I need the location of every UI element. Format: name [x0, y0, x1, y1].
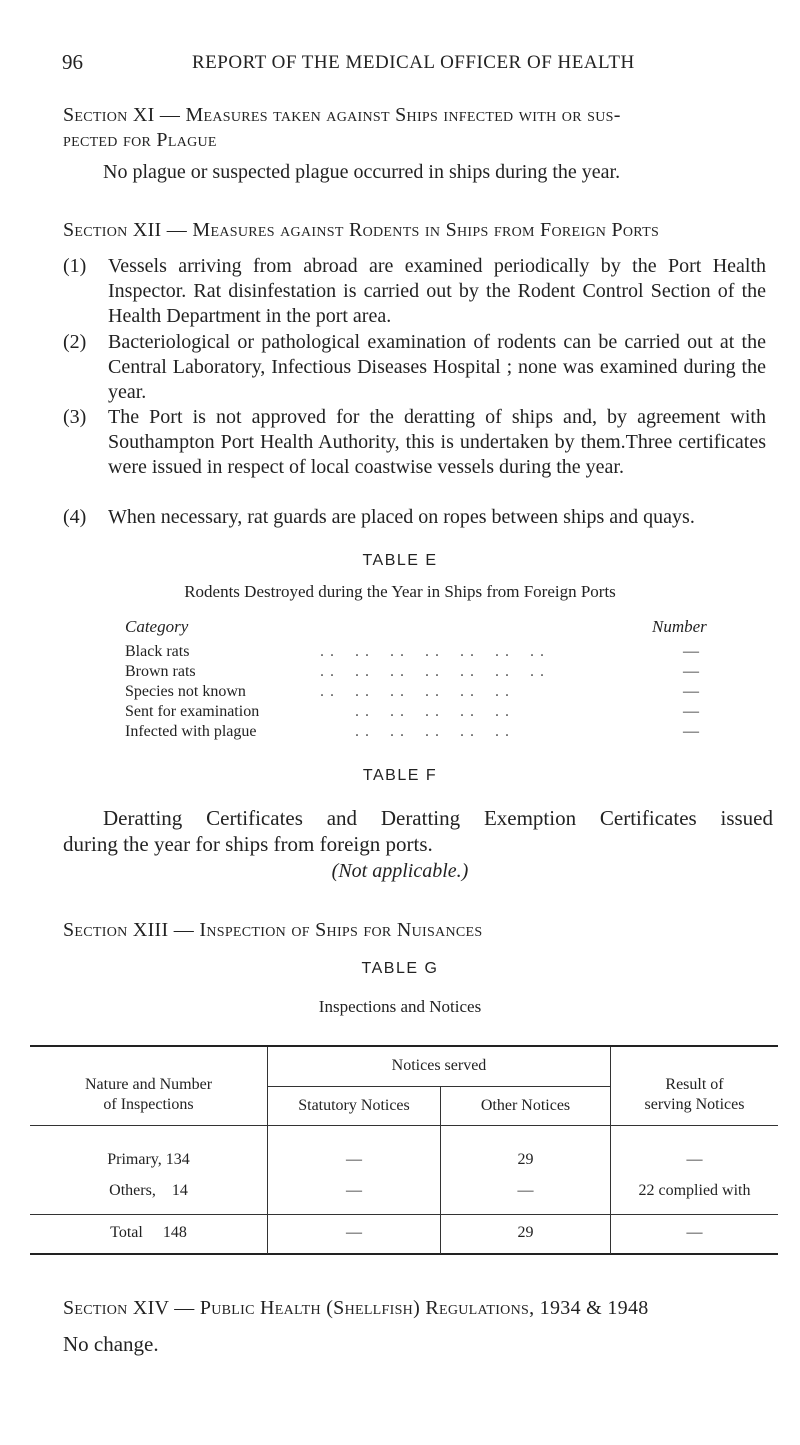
cell-other: — [517, 1182, 534, 1199]
section-14-heading: Section XIV — Public Health (Shellfish) Regulations, 1934 & 1948 [63, 1297, 649, 1319]
row-label: Species not known [125, 683, 246, 700]
section-12-item-4 [63, 505, 766, 530]
header-other: Other Notices [480, 1097, 571, 1114]
table-f-title: TABLE F [362, 767, 438, 784]
section-11-heading-line1: Section XI — Measures taken against Ships infected with or sus- [63, 104, 621, 126]
header-bottom-rule [30, 1125, 778, 1126]
cell-nature: Others, 14 [109, 1182, 188, 1199]
item-number: (2) [63, 331, 87, 353]
item-text: Vessels arriving from abroad are examined periodically by the Port Health Inspector. Rat disinfestation is carried out by the Rodent Control Section of the Health Department in the port area. [108, 255, 766, 327]
cell-statutory: — [346, 1151, 362, 1168]
table-e-subtitle: Rodents Destroyed during the Year in Ships from Foreign Ports [184, 582, 616, 601]
header-nature [30, 1075, 267, 1115]
section-11-heading-line2: pected for Plague [63, 129, 217, 151]
table-g-title: TABLE G [361, 960, 439, 977]
cell-result: — [686, 1151, 703, 1168]
table-g-subtitle: Inspections and Notices [318, 997, 482, 1016]
row-value: — [683, 703, 699, 720]
item-text: Bacteriological or pathological examination of rodents can be carried out at the Central Laboratory, Infectious Diseases Hospital ; none was examined during the year. [108, 331, 766, 403]
header-sub-rule [268, 1086, 610, 1087]
cell-statutory: — [346, 1182, 362, 1199]
cell-total-nature: Total 148 [110, 1224, 187, 1241]
section-12-item-1 [63, 254, 766, 329]
section-12-item-2 [63, 330, 766, 405]
leader-dots: . . . . . . . . . . . . . . [320, 643, 545, 660]
row-label: Infected with plague [125, 723, 257, 740]
row-value: — [683, 663, 699, 680]
cell-total-statutory: — [346, 1224, 362, 1241]
total-rule [30, 1214, 778, 1215]
row-label: Brown rats [125, 663, 196, 680]
leader-dots: . . . . . . . . . . [320, 723, 510, 740]
section-11-heading [63, 103, 768, 153]
header-result-line1: Result of [665, 1076, 724, 1093]
cell-result: 22 complied with [638, 1182, 751, 1199]
report-title: REPORT OF THE MEDICAL OFFICER OF HEALTH [192, 52, 635, 73]
leader-dots: . . . . . . . . . . . . . . [320, 663, 545, 680]
row-label: Black rats [125, 643, 190, 660]
cell-total-other: 29 [517, 1224, 534, 1241]
section-12-item-3 [63, 405, 766, 480]
table-e-number-header: Number [652, 617, 707, 636]
section-13-heading: Section XIII — Inspection of Ships for Nuisances [63, 919, 483, 941]
row-label: Sent for examination [125, 703, 260, 720]
item-number: (1) [63, 255, 87, 277]
header-nature-line1: Nature and Number [84, 1076, 213, 1093]
cell-nature: Primary, 134 [107, 1151, 190, 1168]
table-f-line1: Deratting Certificates and Deratting Exemption Certificates issued [103, 806, 773, 830]
header-result-line2: serving Notices [644, 1096, 745, 1113]
cell-other: 29 [517, 1151, 534, 1168]
row-value: — [683, 723, 699, 740]
table-e-title: TABLE E [362, 552, 438, 569]
item-number: (4) [63, 506, 87, 528]
item-number: (3) [63, 406, 87, 428]
header-result [611, 1075, 778, 1115]
table-bottom-rule [30, 1253, 778, 1255]
table-f-note: (Not applicable.) [331, 860, 469, 882]
leader-dots: . . . . . . . . . . [320, 703, 510, 720]
table-f-line2: during the year for ships from foreign ports. [63, 832, 433, 856]
header-notices-served: Notices served [391, 1057, 487, 1074]
item-text: When necessary, rat guards are placed on ropes between ships and quays. [108, 506, 695, 528]
leader-dots: . . . . . . . . . . . . [320, 683, 510, 700]
row-value: — [683, 683, 699, 700]
section-11-body: No plague or suspected plague occurred in ships during the year. [103, 161, 621, 183]
cell-total-result: — [686, 1224, 703, 1241]
table-top-rule [30, 1045, 778, 1047]
page-number: 96 [62, 50, 83, 74]
section-14-body: No change. [63, 1332, 159, 1356]
header-statutory: Statutory Notices [298, 1097, 410, 1114]
header-nature-line2: of Inspections [103, 1096, 194, 1113]
item-text: The Port is not approved for the deratting of ships and, by agreement with Southampton Port Health Authority, this is undertaken by them.Three certificates were issued in respect of local coastwise vessels during the year. [108, 406, 766, 478]
section-12-heading: Section XII — Measures against Rodents in Ships from Foreign Ports [63, 219, 660, 241]
table-e-category-header: Category [125, 617, 189, 636]
row-value: — [683, 643, 699, 660]
